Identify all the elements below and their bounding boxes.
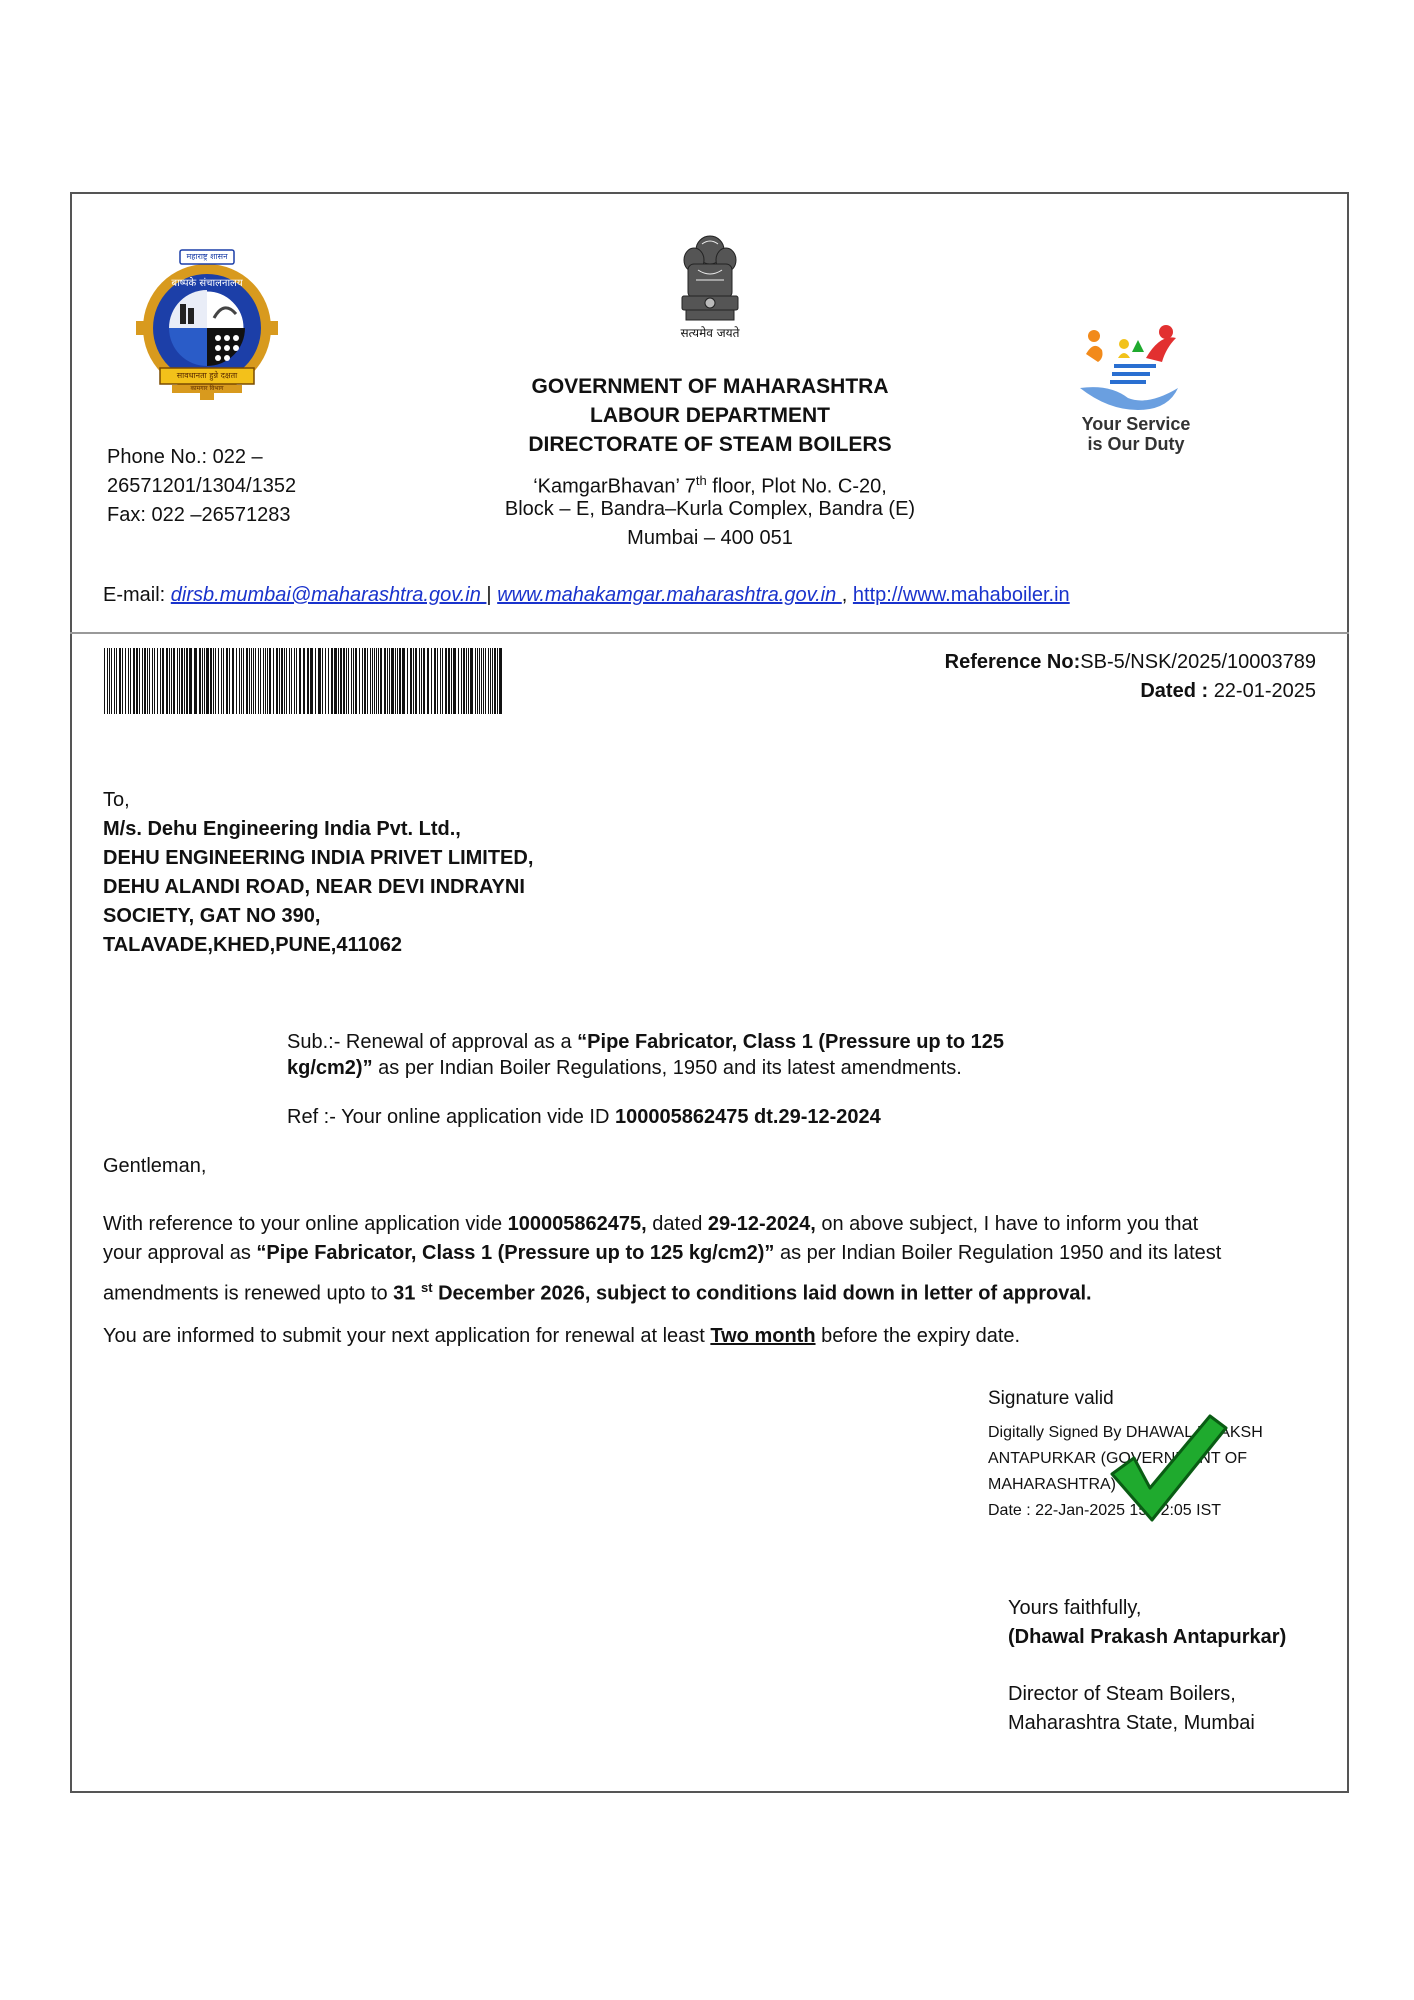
logo-bottom-text: कामगार विभाग xyxy=(190,385,224,392)
barcode-bar xyxy=(243,648,244,714)
service-logo xyxy=(1076,318,1196,458)
barcode-bar xyxy=(246,648,248,714)
barcode-bar xyxy=(284,648,285,714)
barcode-bar xyxy=(119,648,121,714)
barcode-bar xyxy=(154,648,155,714)
barcode-bar xyxy=(399,648,401,714)
barcode-bar xyxy=(353,648,354,714)
barcode-bar xyxy=(199,648,201,714)
separator: , xyxy=(841,584,853,606)
separator: | xyxy=(486,584,498,606)
address-line3: Mumbai – 400 051 xyxy=(627,527,793,549)
barcode-bar xyxy=(111,648,112,714)
barcode-bar xyxy=(114,648,115,714)
barcode-bar xyxy=(461,648,462,714)
barcode-bar xyxy=(370,648,371,714)
barcode-bar xyxy=(281,648,283,714)
org-line2: LABOUR DEPARTMENT xyxy=(590,404,830,427)
address-line2: Block – E, Bandra–Kurla Complex, Bandra (E) xyxy=(504,498,916,520)
barcode-bar xyxy=(364,648,366,714)
barcode-bar xyxy=(303,648,305,714)
website-link-mahakamgar[interactable]: www.mahakamgar.maharashtra.gov.in xyxy=(497,584,842,606)
reference-number: Reference No:SB-5/NSK/2025/10003789 xyxy=(944,651,1316,673)
boiler-directorate-logo xyxy=(132,248,282,404)
barcode-bar xyxy=(294,648,295,714)
barcode-bar xyxy=(479,648,480,714)
body-paragraph-1-line1: With reference to your online application vide 100005862475, dated 29-12-2024, on above subject, I have to inform you that xyxy=(103,1213,1199,1235)
barcode-bar xyxy=(483,648,484,714)
barcode-bar xyxy=(253,648,254,714)
barcode-bar xyxy=(104,648,105,714)
barcode-bar xyxy=(367,648,368,714)
barcode-bar xyxy=(451,648,452,714)
barcode-bar xyxy=(166,648,168,714)
body-paragraph-1-line3: amendments is renewed upto to 31 $^{st}$ December 2026, subject to conditions laid down in letter of approval. xyxy=(103,1280,1092,1305)
fax-line: Fax: 022 –26571283 xyxy=(107,504,291,526)
barcode-bar xyxy=(107,648,108,714)
addressee-line4: TALAVADE,KHED,PUNE,411062 xyxy=(103,934,402,956)
barcode-bar xyxy=(397,648,398,714)
barcode-bar xyxy=(299,648,301,714)
closing-title1: Director of Steam Boilers, xyxy=(1008,1683,1236,1705)
barcode-bar xyxy=(189,648,192,714)
barcode-bar xyxy=(147,648,148,714)
barcode-bar xyxy=(328,648,329,714)
barcode-bar xyxy=(340,648,342,714)
subject-line: Sub.:- Renewal of approval as a “Pipe Fabricator, Class 1 (Pressure up to 125 xyxy=(287,1031,1005,1053)
emblem-motto: सत्यमेव जयते xyxy=(680,326,740,340)
barcode-bar xyxy=(440,648,441,714)
barcode-bar xyxy=(232,648,234,714)
barcode-bar xyxy=(160,648,161,714)
barcode-bar xyxy=(184,648,185,714)
barcode-bar xyxy=(206,648,209,714)
barcode-bar xyxy=(362,648,363,714)
barcode-bar xyxy=(223,648,224,714)
website-link-mahaboiler[interactable]: http://www.mahaboiler.in xyxy=(852,584,1070,606)
barcode-bar xyxy=(122,648,123,714)
barcode xyxy=(104,648,508,714)
salutation: Gentleman, xyxy=(103,1155,207,1177)
barcode-bar xyxy=(413,648,414,714)
address-line1: ‘KamgarBhavan’ 7th floor, Plot No. C-20, xyxy=(533,473,887,498)
barcode-bar xyxy=(173,648,175,714)
barcode-bar xyxy=(179,648,180,714)
barcode-bar xyxy=(378,648,379,714)
barcode-bar xyxy=(162,648,164,714)
barcode-bar xyxy=(133,648,135,714)
barcode-bar xyxy=(142,648,143,714)
service-line2: is Our Duty xyxy=(1087,434,1185,454)
barcode-bar xyxy=(286,648,287,714)
barcode-bar xyxy=(218,648,219,714)
barcode-bar xyxy=(128,648,129,714)
barcode-bar xyxy=(325,648,326,714)
closing-title2: Maharashtra State, Mumbai xyxy=(1008,1712,1255,1734)
barcode-bar xyxy=(331,648,333,714)
barcode-bar xyxy=(419,648,420,714)
subject-line-2: kg/cm2)” as per Indian Boiler Regulations, 1950 and its latest amendments. xyxy=(287,1057,962,1079)
barcode-bar xyxy=(239,648,240,714)
barcode-bar xyxy=(318,648,321,714)
logo-ring-text: बाष्पके संचालनालय xyxy=(171,278,243,289)
barcode-bar xyxy=(494,648,496,714)
barcode-bar xyxy=(442,648,443,714)
barcode-bar xyxy=(387,648,388,714)
barcode-bar xyxy=(477,648,478,714)
closing-yours: Yours faithfully, xyxy=(1008,1597,1142,1619)
barcode-bar xyxy=(395,648,396,714)
reference-date: Dated : 22-01-2025 xyxy=(1140,680,1316,702)
barcode-bar xyxy=(497,648,498,714)
barcode-bar xyxy=(488,648,489,714)
barcode-bar xyxy=(384,648,386,714)
barcode-bar xyxy=(289,648,290,714)
barcode-bar xyxy=(334,648,337,714)
barcode-bar xyxy=(202,648,203,714)
phone-line2: 26571201/1304/1352 xyxy=(107,475,297,497)
checkmark-icon xyxy=(1106,1410,1232,1526)
reference-application: Ref :- Your online application vide ID 100005862475 dt.29-12-2024 xyxy=(287,1106,881,1128)
barcode-bar xyxy=(139,648,140,714)
barcode-bar xyxy=(125,648,126,714)
barcode-bar xyxy=(265,648,266,714)
logo-top-text: महाराष्ट्र शासन xyxy=(186,252,228,261)
barcode-bar xyxy=(215,648,216,714)
barcode-bar xyxy=(389,648,390,714)
barcode-bar xyxy=(249,648,250,714)
barcode-bar xyxy=(241,648,242,714)
barcode-bar xyxy=(421,648,422,714)
barcode-bar xyxy=(213,648,214,714)
barcode-bar xyxy=(315,648,316,714)
signature-line3: MAHARASHTRA) xyxy=(988,1476,1117,1493)
barcode-bar xyxy=(359,648,360,714)
addressee-to: To, xyxy=(103,789,130,811)
org-line1: GOVERNMENT OF MAHARASHTRA xyxy=(531,375,889,398)
barcode-bar xyxy=(157,648,158,714)
barcode-bar xyxy=(236,648,237,714)
barcode-bar xyxy=(445,648,447,714)
barcode-bar xyxy=(376,648,377,714)
barcode-bar xyxy=(186,648,188,714)
barcode-bar xyxy=(458,648,459,714)
barcode-bar xyxy=(410,648,412,714)
barcode-bar xyxy=(310,648,313,714)
barcode-bar xyxy=(269,648,271,714)
barcode-bar xyxy=(276,648,278,714)
service-line1: Your Service xyxy=(1081,414,1191,434)
barcode-bar xyxy=(402,648,405,714)
barcode-bar xyxy=(152,648,153,714)
barcode-bar xyxy=(468,648,469,714)
barcode-bar xyxy=(355,648,357,714)
barcode-bar xyxy=(255,648,256,714)
signature-line4: Date : 22-Jan-2025 15:02:05 IST xyxy=(988,1502,1222,1519)
body-paragraph-1-line2: your approval as “Pipe Fabricator, Class 1 (Pressure up to 125 kg/cm2)” as per Indian Boiler Regulation 1950 and its latest xyxy=(103,1242,1222,1264)
barcode-bar xyxy=(470,648,473,714)
barcode-bar xyxy=(177,648,178,714)
barcode-bar xyxy=(374,648,375,714)
barcode-bar xyxy=(130,648,131,714)
barcode-bar xyxy=(291,648,292,714)
addressee-line3: SOCIETY, GAT NO 390, xyxy=(103,905,321,927)
barcode-bar xyxy=(263,648,264,714)
barcode-bar xyxy=(109,648,110,714)
barcode-bar xyxy=(226,648,228,714)
barcode-bar xyxy=(116,648,117,714)
barcode-bar xyxy=(221,648,222,714)
barcode-bar xyxy=(338,648,339,714)
barcode-bar xyxy=(475,648,476,714)
barcode-bar xyxy=(229,648,230,714)
addressee-line2: DEHU ALANDI ROAD, NEAR DEVI INDRAYNI xyxy=(103,876,525,898)
barcode-bar xyxy=(273,648,274,714)
barcode-bar xyxy=(194,648,197,714)
barcode-bar xyxy=(348,648,349,714)
barcode-bar xyxy=(144,648,146,714)
barcode-bar xyxy=(210,648,212,714)
barcode-bar xyxy=(260,648,261,714)
barcode-bar xyxy=(448,648,450,714)
addressee-name: M/s. Dehu Engineering India Pvt. Ltd., xyxy=(103,818,461,840)
barcode-bar xyxy=(492,648,493,714)
barcode-bar xyxy=(380,648,382,714)
barcode-bar xyxy=(407,648,408,714)
barcode-bar xyxy=(463,648,465,714)
barcode-bar xyxy=(372,648,373,714)
barcode-bar xyxy=(485,648,486,714)
barcode-bar xyxy=(346,648,347,714)
signature-line2: ANTAPURKAR (GOVERNMENT OF xyxy=(988,1450,1247,1467)
header-separator xyxy=(70,632,1349,634)
barcode-bar xyxy=(431,648,432,714)
barcode-bar xyxy=(427,648,429,714)
barcode-bar xyxy=(490,648,491,714)
barcode-bar xyxy=(437,648,438,714)
national-emblem xyxy=(672,230,748,340)
barcode-bar xyxy=(351,648,352,714)
barcode-bar xyxy=(481,648,482,714)
email-label: E-mail: xyxy=(103,584,171,606)
barcode-bar xyxy=(391,648,394,714)
barcode-bar xyxy=(296,648,297,714)
barcode-bar xyxy=(415,648,417,714)
logo-ribbon-text: सावधानता हुन्ने दक्षता xyxy=(176,371,238,380)
email-link[interactable]: dirsb.mumbai@maharashtra.gov.in xyxy=(170,584,487,606)
barcode-bar xyxy=(279,648,280,714)
body-paragraph-2: You are informed to submit your next application for renewal at least Two month before the expiry date. xyxy=(103,1325,1021,1347)
signature-block xyxy=(988,1386,1328,1536)
barcode-bar xyxy=(322,648,323,714)
barcode-bar xyxy=(307,648,309,714)
closing-name: (Dhawal Prakash Antapurkar) xyxy=(1008,1626,1287,1648)
signature-line1: Digitally Signed By DHAWAL PRAKSH xyxy=(988,1424,1263,1441)
signature-valid: Signature valid xyxy=(988,1388,1114,1409)
phone-line1: Phone No.: 022 – xyxy=(107,446,263,468)
barcode-bar xyxy=(258,648,259,714)
barcode-bar xyxy=(423,648,425,714)
barcode-bar xyxy=(453,648,456,714)
barcode-bar xyxy=(267,648,268,714)
barcode-bar xyxy=(466,648,467,714)
barcode-bar xyxy=(149,648,150,714)
contact-line xyxy=(103,581,1070,610)
addressee-line1: DEHU ENGINEERING INDIA PRIVET LIMITED, xyxy=(103,847,534,869)
barcode-bar xyxy=(434,648,436,714)
barcode-bar xyxy=(251,648,252,714)
barcode-bar xyxy=(343,648,345,714)
barcode-bar xyxy=(169,648,170,714)
barcode-bar xyxy=(136,648,138,714)
barcode-bar xyxy=(204,648,205,714)
barcode-bar xyxy=(171,648,172,714)
org-line3: DIRECTORATE OF STEAM BOILERS xyxy=(528,433,892,456)
barcode-bar xyxy=(181,648,183,714)
barcode-bar xyxy=(499,648,502,714)
